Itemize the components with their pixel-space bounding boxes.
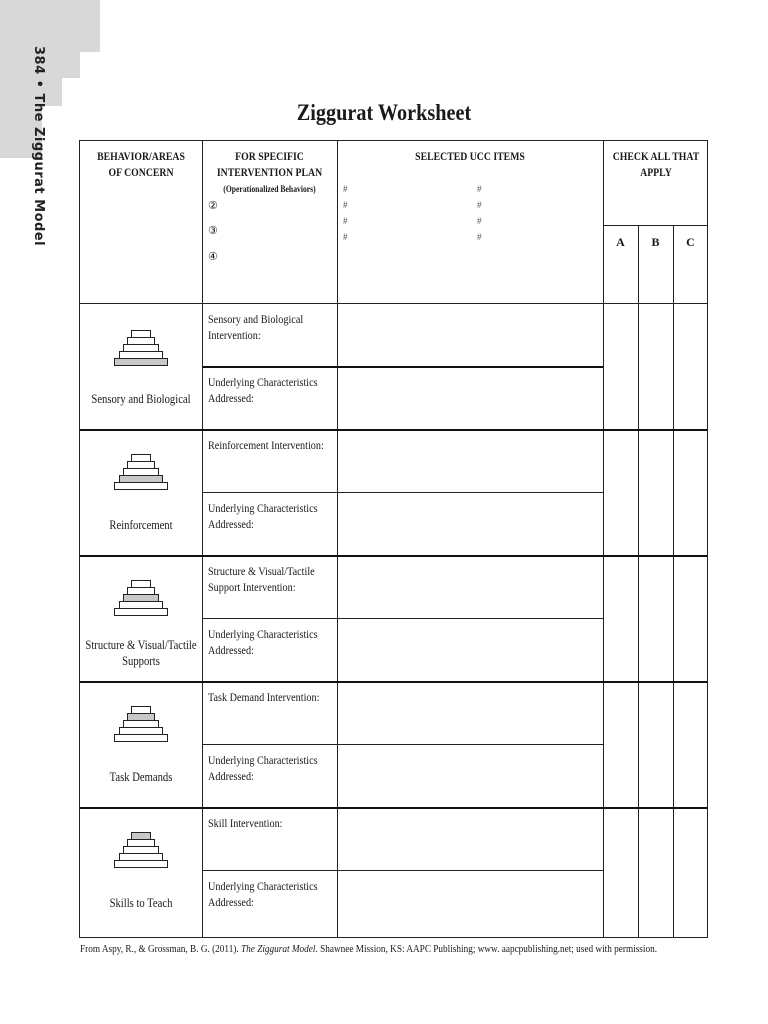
ziggurat-level [114,482,168,490]
section-divider [80,681,707,683]
header-plan-title: FOR SPECIFIC INTERVENTION PLAN [216,151,323,179]
column-divider [337,141,338,937]
ziggurat-icon [111,581,171,616]
intervention-divider [202,870,603,871]
ziggurat-icon [111,331,171,366]
plan-bullet-2: ② [208,200,218,212]
citation-footer [80,944,657,955]
ziggurat-icon [111,707,171,742]
header-ucc-items: SELECTED UCC ITEMS [415,151,525,163]
page-tab [0,0,100,52]
plan-bullet-4: ④ [208,251,218,263]
intervention-divider [202,744,603,745]
header-intervention-plan [212,149,327,197]
ucc-item-marker: # [477,232,482,242]
check-column-c: C [686,235,695,249]
section-divider [80,555,707,557]
intervention-label: Task Demand Intervention: [208,690,320,704]
worksheet-table [79,140,708,938]
header-plan-subtitle: (Operationalized Behaviors) [223,184,316,194]
intervention-label: Sensory and Biological Intervention: [208,312,304,342]
header-behavior: BEHAVIOR/AREAS OF CONCERN [97,151,185,179]
intervention-label: Reinforcement Intervention: [208,438,324,452]
intervention-label: Structure & Visual/Tactile Support Intervention: [208,564,315,594]
ucc-item-marker: # [343,216,348,226]
column-divider [603,141,604,937]
column-divider [202,141,203,937]
underlying-characteristics-label: Underlying Characteristics Addressed: [208,627,318,657]
underlying-characteristics-label: Underlying Characteristics Addressed: [208,879,318,909]
citation-book-title: The Ziggurat Model [241,944,316,955]
citation-text-end: . Shawnee Mission, KS: AAPC Publishing; www. aapcpublishing.net; used with permission. [315,944,658,955]
ziggurat-level [114,860,168,868]
ucc-item-marker: # [343,200,348,210]
ucc-item-marker: # [477,184,482,194]
check-column-b: B [651,235,660,249]
check-column-a: A [616,235,625,249]
row-divider [603,225,707,226]
intervention-divider [202,618,603,619]
column-divider [673,225,674,937]
area-of-concern-label: Task Demands [109,770,173,784]
citation-text: From Aspy, R., & Grossman, B. G. (2011). [80,944,242,955]
underlying-characteristics-label: Underlying Characteristics Addressed: [208,501,318,531]
page-running-head: 384 • The Ziggurat Model [31,46,46,247]
ziggurat-level [114,734,168,742]
ziggurat-icon [111,455,171,490]
intervention-divider [202,366,603,368]
ucc-item-marker: # [343,232,348,242]
ziggurat-level [114,358,168,366]
ucc-item-marker: # [477,216,482,226]
section-divider [80,429,707,431]
underlying-characteristics-label: Underlying Characteristics Addressed: [208,753,318,783]
area-of-concern-label: Skills to Teach [109,896,173,910]
ucc-item-marker: # [477,200,482,210]
column-divider [638,225,639,937]
ziggurat-level [114,608,168,616]
underlying-characteristics-label: Underlying Characteristics Addressed: [208,375,318,405]
area-of-concern-label: Structure & Visual/Tactile Supports [85,638,197,668]
header-check-all: CHECK ALL THAT APPLY [612,151,700,179]
area-of-concern-label: Reinforcement [109,518,173,532]
intervention-divider [202,492,603,493]
worksheet-title: Ziggurat Worksheet [296,100,472,125]
plan-bullet-3: ③ [208,225,218,237]
area-of-concern-label: Sensory and Biological [91,392,191,406]
intervention-label: Skill Intervention: [208,816,283,830]
ziggurat-icon [111,833,171,868]
section-divider [80,807,707,809]
ucc-item-marker: # [343,184,348,194]
section-divider [80,303,707,304]
